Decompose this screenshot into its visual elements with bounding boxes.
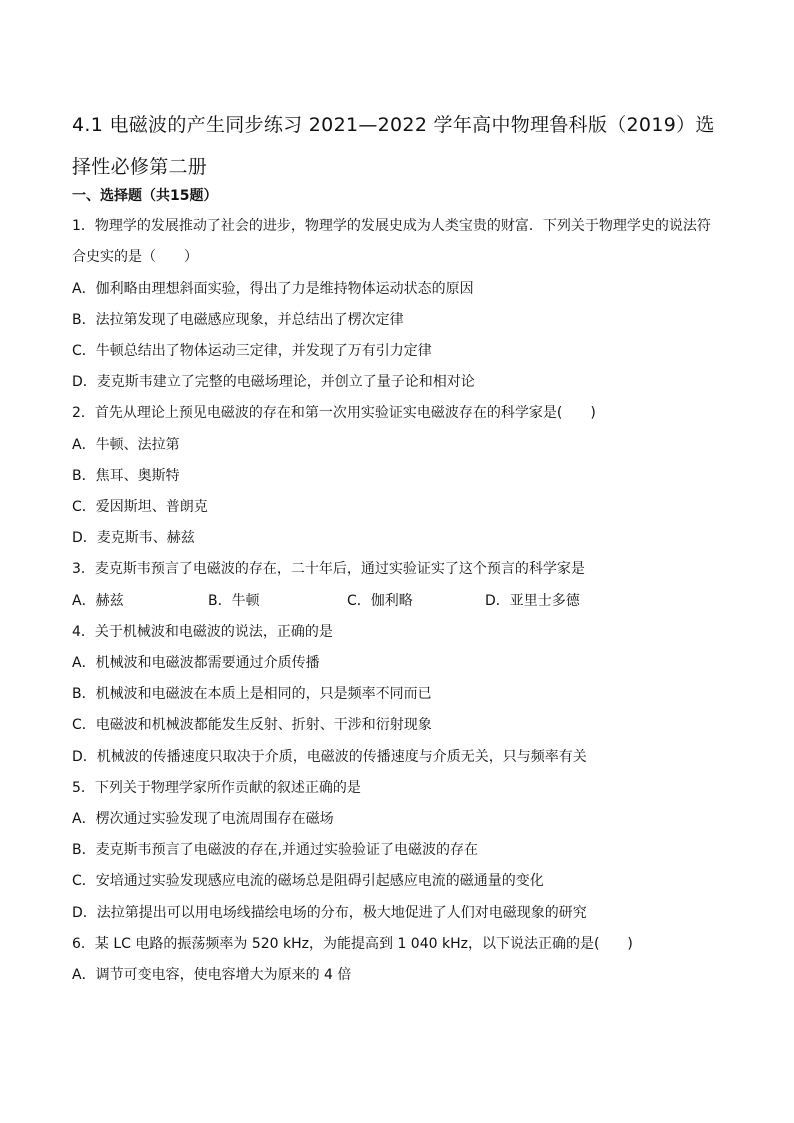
question-3-option-b: B．牛顿 [208,593,260,609]
question-2-option-c: C．爱因斯坦、普朗克 [72,499,208,515]
question-5-stem: 5．下列关于物理学家所作贡献的叙述正确的是 [72,780,361,796]
question-3-stem: 3．麦克斯韦预言了电磁波的存在，二十年后，通过实验证实了这个预言的科学家是 [72,561,585,577]
section-heading: 一、选择题（共15题） [72,188,218,204]
question-4-option-b: B．机械波和电磁波在本质上是相同的，只是频率不同而已 [72,686,432,702]
question-1-option-a: A．伽利略由理想斜面实验，得出了力是维持物体运动状态的原因 [72,281,474,297]
question-2-option-d: D．麦克斯韦、赫兹 [72,530,195,546]
question-6-option-a: A．调节可变电容，使电容增大为原来的 4 倍 [72,967,352,983]
question-2-option-b: B．焦耳、奥斯特 [72,468,180,484]
question-3-option-d: D．亚里士多德 [485,593,580,609]
question-5-option-d: D．法拉第提出可以用电场线描绘电场的分布，极大地促进了人们对电磁现象的研究 [72,905,587,921]
document-title: 4.1 电磁波的产生同步练习 2021—2022 学年高中物理鲁科版（2019）选择性必修第二册 [72,114,715,178]
question-5-option-a: A．楞次通过实验发现了电流周围存在磁场 [72,811,334,827]
question-1-stem-line-2: 合史实的是（ ） [72,249,198,265]
question-1-option-c: C．牛顿总结出了物体运动三定律，并发现了万有引力定律 [72,343,432,359]
question-3-option-c: C．伽利略 [347,593,413,609]
question-6-stem: 6．某 LC 电路的振荡频率为 520 kHz，为能提高到 1 040 kHz，以下说法正确的是( ) [72,936,633,952]
question-2-option-a: A．牛顿、法拉第 [72,437,180,453]
question-1-option-d: D．麦克斯韦建立了完整的电磁场理论，并创立了量子论和相对论 [72,374,475,390]
question-4-option-d: D．机械波的传播速度只取决于介质，电磁波的传播速度与介质无关，只与频率有关 [72,749,587,765]
question-4-option-a: A．机械波和电磁波都需要通过介质传播 [72,655,320,671]
question-1-option-b: B．法拉第发现了电磁感应现象，并总结出了楞次定律 [72,312,404,328]
question-5-option-b: B．麦克斯韦预言了电磁波的存在,并通过实验验证了电磁波的存在 [72,842,479,858]
question-1-stem-line-1: 1．物理学的发展推动了社会的进步，物理学的发展史成为人类宝贵的财富．下列关于物理学史的说法符 [72,218,711,234]
question-3-option-a: A．赫兹 [72,593,124,609]
question-4-option-c: C．电磁波和机械波都能发生反射、折射、干涉和衍射现象 [72,717,432,733]
question-5-option-c: C．安培通过实验发现感应电流的磁场总是阻碍引起感应电流的磁通量的变化 [72,873,544,889]
question-2-stem: 2．首先从理论上预见电磁波的存在和第一次用实验证实电磁波存在的科学家是( ) [72,405,596,421]
question-4-stem: 4．关于机械波和电磁波的说法，正确的是 [72,624,333,640]
